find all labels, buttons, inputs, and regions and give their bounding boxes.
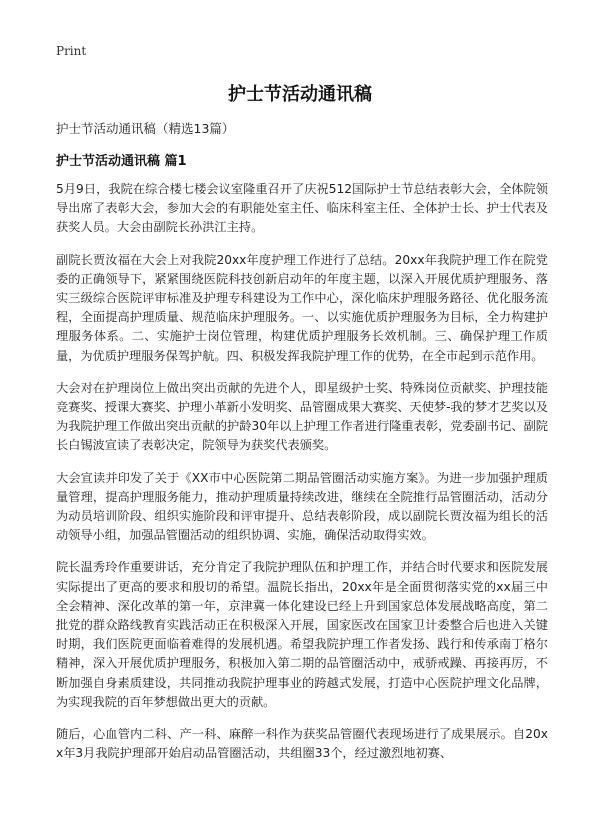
document-subtitle: 护士节活动通讯稿（精选13篇） <box>56 121 235 136</box>
article-body <box>56 180 548 776</box>
section-heading: 护士节活动通讯稿 篇1 <box>56 154 187 169</box>
document-title: 护士节活动通讯稿 <box>228 84 372 105</box>
print-link[interactable]: Print <box>56 44 87 58</box>
paragraph: 随后，心血管内二科、产一科、麻醉一科作为获奖品管圈代表现场进行了成果展示。自20xx年3月我院护理部开始启动品管圈活动，共组圈33个，经过激烈地初赛、 <box>56 727 548 761</box>
paragraph: 副院长贾汝福在大会上对我院20xx年度护理工作进行了总结。20xx年我院护理工作在院党委的正确领导下，紧紧围绕医院科技创新启动年的年度主题，以深入开展优质护理服务、落实三级综合医院评审标准及护理专科建设为工作中心，深化临床护理服务路径、优化服务流程，全面提高护理质量、规范临床护理服务。一、以实施优质护理服务为目标，全力构建护理服务体系。二、实施护士岗位管理，构建优质护理服务长效机制。三、确保护理工作质量，为优质护理服务保驾护航。四、积极发挥我院护理工作的优势，在全市起到示范作用。 <box>56 252 548 363</box>
paragraph: 5月9日，我院在综合楼七楼会议室隆重召开了庆祝512国际护士节总结表彰大会，全体院领导出席了表彰大会，参加大会的有职能处室主任、临床科室主任、全体护士长、护士代表及获奖人员。大会由副院长孙洪江主持。 <box>56 182 548 235</box>
paragraph: 大会对在护理岗位上做出突出贡献的先进个人，即星级护士奖、特殊岗位贡献奖、护理技能竞赛奖、授课大赛奖、护理小革新小发明奖、品管圈成果大赛奖、天使梦-我的梦才艺奖以及为我院护理工作做出突出贡献的护龄30年以上护理工作者进行隆重表彰，党委副书记、副院长白锡波宣读了表彰决定，院领导为获奖代表颁奖。 <box>56 380 548 453</box>
paragraph: 大会宣读并印发了关于《XX市中心医院第二期品管圈活动实施方案》。为进一步加强护理质量管理，提高护理服务能力，推动护理质量持续改进，继续在全院推行品管圈活动，活动分为动员培训阶段、组织实施阶段和评审提升、总结表彰阶段，成以副院长贾汝福为组长的活动领导小组，加强品管圈活动的组织协调、实施，确保活动取得实效。 <box>56 470 548 543</box>
paragraph: 院长温秀玲作重要讲话，充分肯定了我院护理队伍和护理工作，并结合时代要求和医院发展实际提出了更高的要求和殷切的希望。温院长指出，20xx年是全面贯彻落实党的xx届三中全会精神、深化改革的第一年，京津冀一体化建设已经上升到国家总体发展战略高度，第二批党的群众路线教育实践活动正在积极深入开展，国家医改在国家卫计委整合后也进入关键时期，我们医院更面临着难得的发展机遇。希望我院护理工作者发扬、践行和传承南丁格尔精神，深入开展优质护理服务，积极加入第二期的品管圈活动中，戒骄戒躁、再接再厉，不断加强自身素质建设，共同推动我院护理事业的跨越式发展，打造中心医院护理文化品牌，为实现我院的百年梦想做出更大的贡献。 <box>56 560 548 709</box>
